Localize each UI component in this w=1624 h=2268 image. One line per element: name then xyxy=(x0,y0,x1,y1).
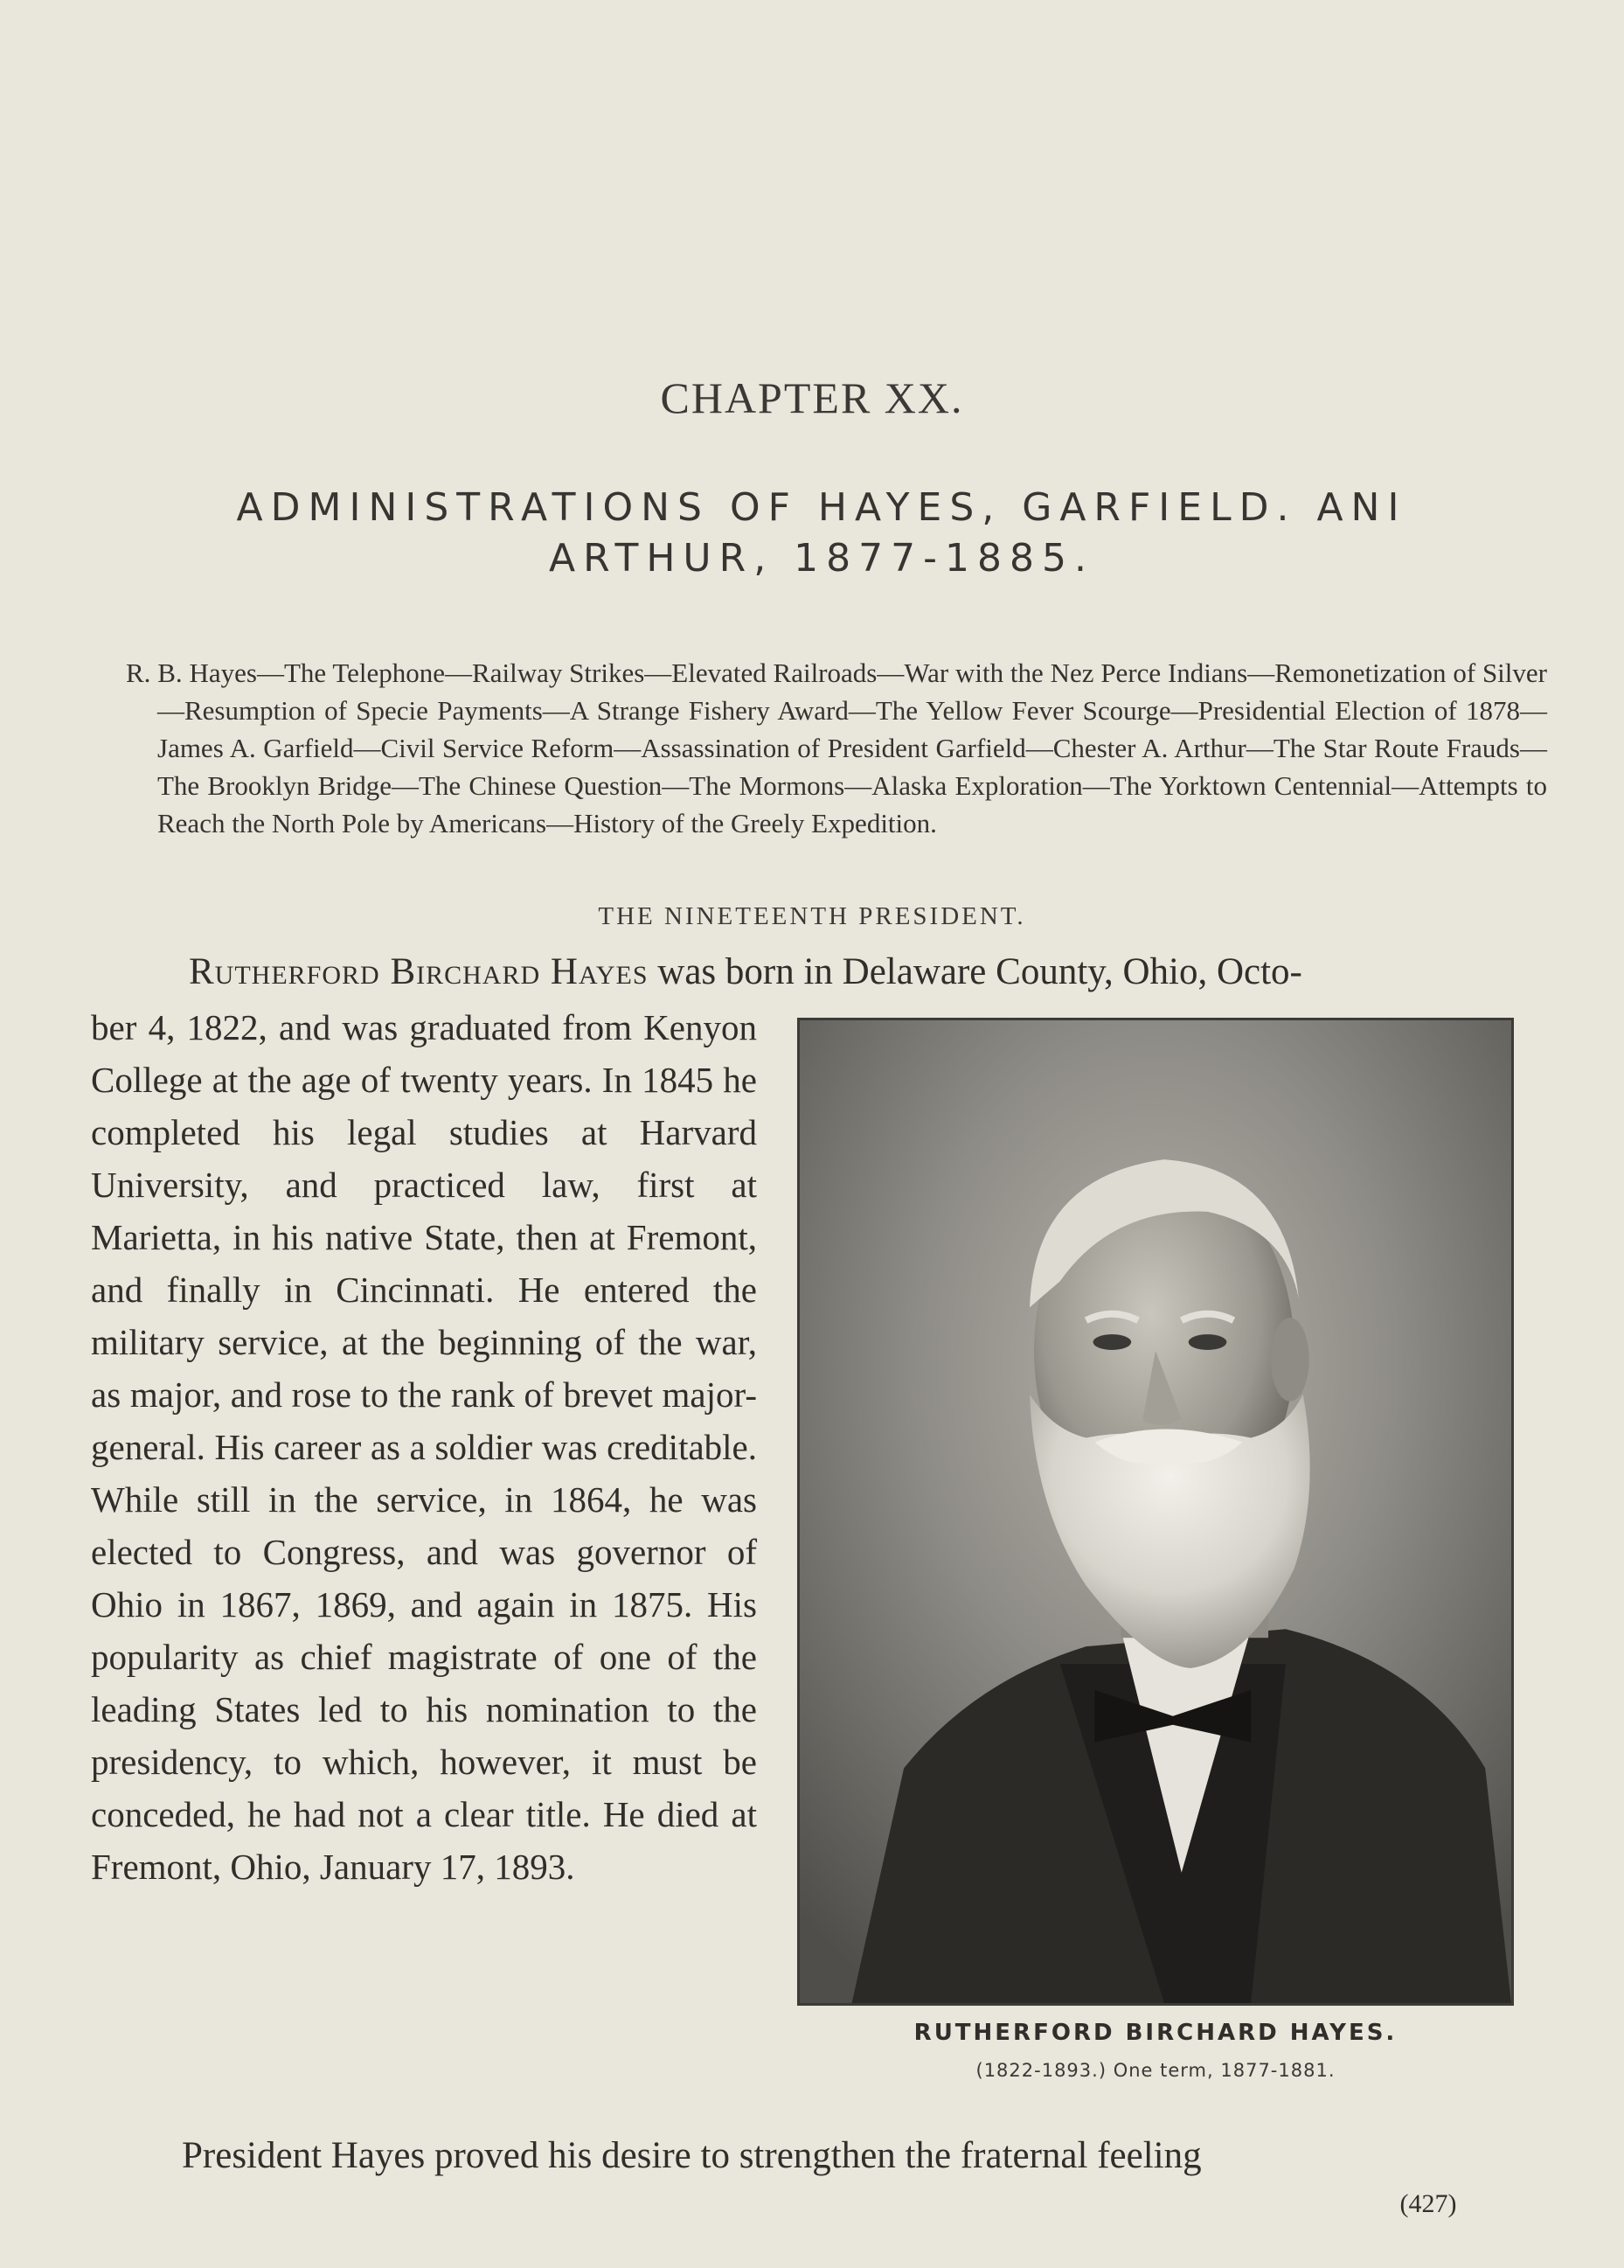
closing-line: President Hayes proved his desire to strengthen the fraternal feeling xyxy=(182,2135,1202,2176)
chapter-heading-line-1: ADMINISTRATIONS OF HAYES, GARFIELD. ANI xyxy=(236,485,1407,530)
body-text-column xyxy=(91,1001,757,1893)
portrait-caption-name: RUTHERFORD BIRCHARD HAYES. xyxy=(913,2020,1398,2046)
portrait-caption-subtitle: (1822-1893.) One term, 1877-1881. xyxy=(975,2060,1336,2081)
portrait-illustration xyxy=(800,1020,1511,2003)
body-paragraph: ber 4, 1822, and was graduated from Kenyon College at the age of twenty years. In 1845 he completed his legal studies at Harvard University, and practiced law, first at Marietta, in his native State, then at Fremont, and finally in Cincinnati. He entered the military service, at the beginning of the war, as major, and rose to the rank of brevet major-general. His career as a soldier was creditable. While still in the service, in 1864, he was elected to Congress, and was governor of Ohio in 1867, 1869, and again in 1875. His popularity as chief magistrate of one of the leading States led to his nomination to the presidency, to which, however, it must be conceded, he had not a clear title. He died at Fremont, Ohio, January 17, 1893. xyxy=(91,1007,757,1887)
chapter-heading xyxy=(105,483,1538,584)
chapter-title: CHAPTER XX. xyxy=(660,373,964,422)
chapter-heading-line-2: ARTHUR, 1877-1885. xyxy=(549,536,1094,581)
lead-line xyxy=(189,948,1552,997)
portrait-image xyxy=(797,1018,1514,2006)
chapter-summary: R. B. Hayes—The Telephone—Railway Strikes—Elevated Railroads—War with the Nez Perce Indians—Remonetization of Silver—Resumption of Specie Payments—A Strange Fishery Award—The Yellow Fever Scourge—Presidential Election of 1878—James A. Garfield—Civil Service Reform—Assassination of President Garfield—Chester A. Arthur—The Star Route Frauds—The Brooklyn Bridge—The Chinese Question—The Mormons—Alaska Exploration—The Yorktown Centennial—Attempts to Reach the North Pole by Americans—History of the Greely Expedition. xyxy=(126,657,1547,838)
page-number: (427) xyxy=(1399,2189,1457,2218)
lead-rest: was born in Delaware County, Ohio, Octo- xyxy=(648,951,1302,992)
lead-name: Rutherford Birchard Hayes xyxy=(189,951,649,992)
section-title: THE NINETEENTH PRESIDENT. xyxy=(598,902,1026,930)
